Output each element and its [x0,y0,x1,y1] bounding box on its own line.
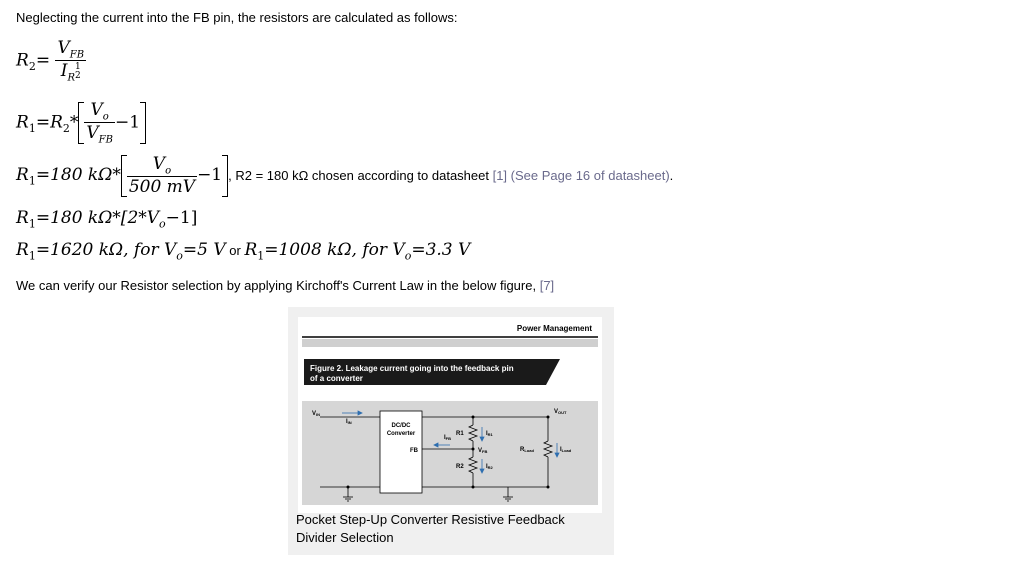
vout-label: VOUT [554,409,567,415]
vfb-label: VFB [478,448,488,454]
equation-r1-general: $R_1=R_2*$ $\frac{V_o}{V_{FB}}$ −1 [16,100,146,146]
ir1-label: IR1 [486,431,493,437]
converter-label-2: Converter [386,431,416,437]
iload-label: ILoad [560,447,572,453]
ifb-label: IFB [444,435,452,441]
figure-header: Power Management [516,324,592,333]
equation-r1-values: $R_1=1620$ kΩ, for $V_o=5$ V or $R_1=1008$ kΩ, for $V_o=3.3$ V [16,240,471,263]
circuit-diagram [298,317,602,513]
reference-7-link[interactable]: [7] [539,278,555,293]
verify-text: We can verify our Resistor selection by applying Kirchoff's Current Law in the below figure, [7] [16,278,555,293]
circuit-figure [298,317,602,513]
equation-r2: $R_2=$ $V_{FB}$ $I_R$ 1 2 [16,38,85,84]
figure-title-line1: Figure 2. Leakage current going into the feedback pin [310,364,514,373]
fb-pin-label: FB [410,448,418,454]
rload-label: RLoad [520,447,534,453]
datasheet-reference-link[interactable]: [1] (See Page 16 of datasheet) [492,168,670,184]
equation-r1-simplified: $R_1=180$ $k\Omega*[2*V_o-1]$ [16,208,198,231]
converter-label-1: DC/DC [391,423,411,429]
figure-caption: Pocket Step-Up Converter Resistive Feedback Divider Selection [296,512,565,545]
vin-label: VIN [312,411,321,417]
r1-label: R1 [456,431,464,437]
equation-r1-datasheet: $R_1=180$ kΩ* $\frac{V_o}{500 mV}$ −1 , R2 = 180 kΩ chosen according to datasheet [1] (See Page 16 of datasheet). [16,154,674,198]
header-band [302,339,598,347]
ir2-label: IR2 [486,464,493,470]
r2-label: R2 [456,464,464,470]
figure-container [288,307,614,555]
intro-text: Neglecting the current into the FB pin, the resistors are calculated as follows: [16,10,458,25]
figure-title-line2: of a converter [310,374,363,383]
iin-label: IIN [346,419,352,425]
